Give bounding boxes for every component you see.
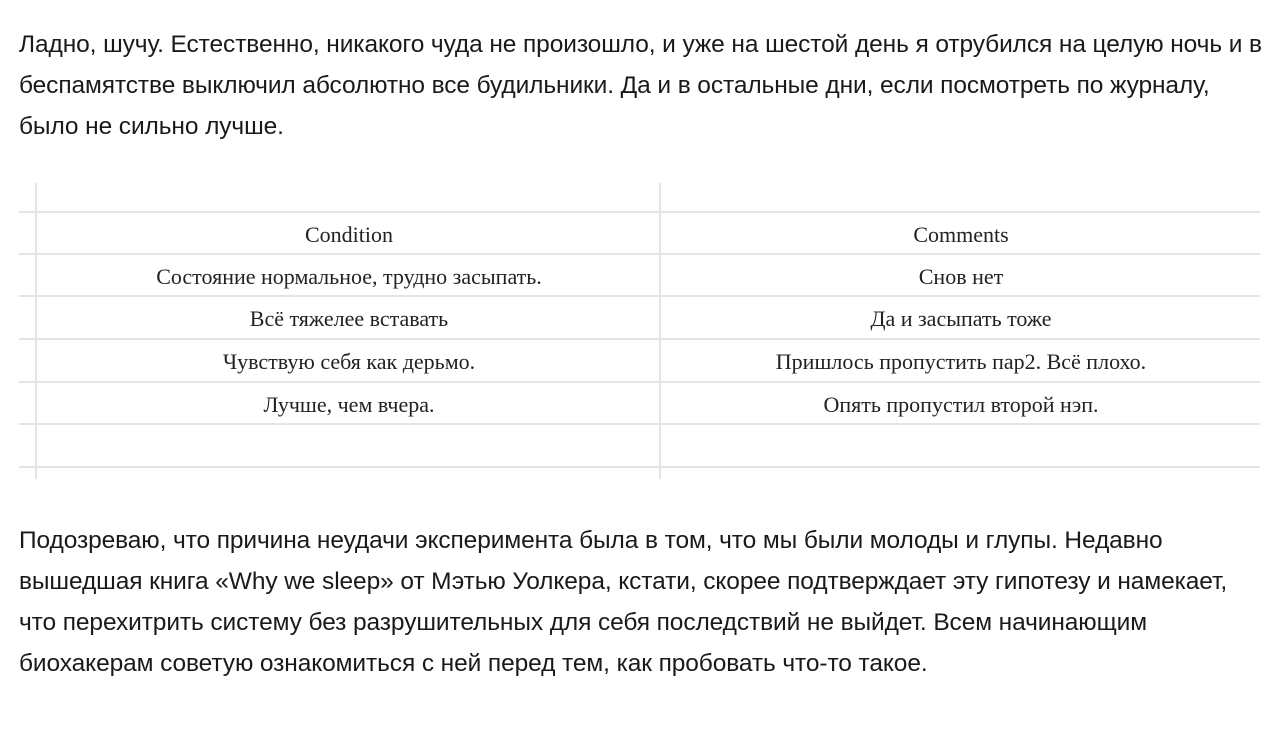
table-cell-condition: Лучше, чем вчера. <box>263 392 435 417</box>
table-cell-condition: Всё тяжелее вставать <box>249 306 449 331</box>
table-cell-comment: Снов нет <box>918 264 1004 289</box>
table-cell-condition: Чувствую себя как дерьмо. <box>222 349 476 374</box>
table-gridline <box>35 183 37 479</box>
conclusion-paragraph: Подозреваю, что причина неудачи эксперимента была в том, что мы были молоды и глупы. Недавно вышедшая книга «Why we sleep» от Мэтью Уолкера, кстати, скорее подтверждает эту гипотезу и намекает, что перехитрить систему без разрушительных для себя последствий не выйдет. Всем начинающим биохакерам советую ознакомиться с ней перед тем, как пробовать что-то такое. <box>19 527 1228 677</box>
table-cell-comment: Да и засыпать тоже <box>870 306 1052 331</box>
column-header-comments: Comments <box>913 222 1009 247</box>
sleep-log-table <box>19 183 1260 479</box>
table-cell-comment: Пришлось пропустить пар2. Всё плохо. <box>775 349 1147 374</box>
table-cell-comment: Опять пропустил второй нэп. <box>823 392 1099 417</box>
table-cell-condition: Состояние нормальное, трудно засыпать. <box>156 264 542 289</box>
column-header-condition: Condition <box>304 222 393 247</box>
table-gridline <box>19 466 1260 468</box>
intro-paragraph: Ладно, шучу. Естественно, никакого чуда не произошло, и уже на шестой день я отрубился на целую ночь и в беспамятстве выключил абсолютно все будильники. Да и в остальные дни, если посмотреть по журналу, было не сильно лучше. <box>19 31 1262 140</box>
